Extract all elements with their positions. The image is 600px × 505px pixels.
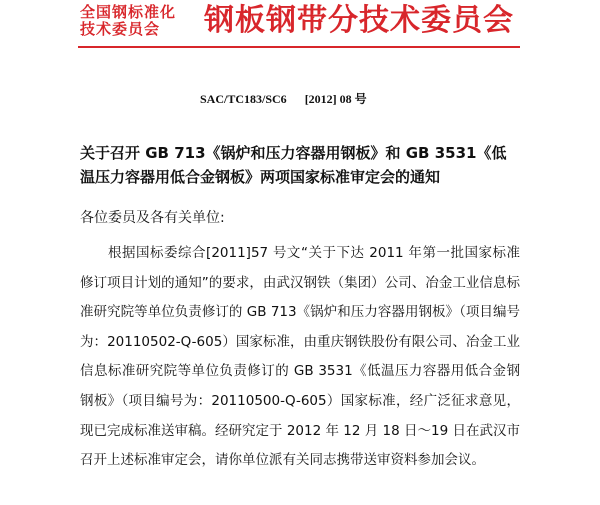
letterhead-divider: [78, 46, 520, 48]
salutation: 各位委员及各有关单位:: [80, 210, 225, 226]
letterhead-org-line-2: 技术委员会: [80, 20, 161, 38]
document-title: 关于召开 GB 713《锅炉和压力容器用钢板》和 GB 3531《低温压力容器用低合金钢板》两项国家标准审定会的通知: [80, 144, 507, 186]
letterhead-org-line-1: 全国钢标准化: [80, 3, 177, 21]
body-paragraph: 根据国标委综合[2011]57 号文“关于下达 2011 年第一批国家标准修订项目计划的通知”的要求，由武汉钢铁（集团）公司、冶金工业信息标准研究院等单位负责修订的 GB 713《锅炉和压力容器用钢板》（项目编号为：20110502-Q-605）国家标准，由重庆钢铁股份有限公司、冶金工业信息标准研究院等单位负责修订的 GB 3531《低温压力容器用低合金钢钢板》（项目编号为：20110500-Q-605）国家标准，经广泛征求意见，现已完成标准送审稿。经研究定于 2012 年 12 月 18 日～19 日在武汉市召开上述标准审定会，请你单位派有关同志携带送审资料参加会议。: [80, 245, 520, 469]
letterhead: [80, 4, 520, 42]
document-code: SAC/TC183/SC6: [200, 92, 287, 106]
document-year-number: [2012] 08 号: [304, 92, 367, 106]
letterhead-committee-name: 钢板钢带分技术委员会: [204, 3, 514, 38]
document-number: [200, 90, 367, 107]
letterhead-org-name: [80, 4, 200, 38]
